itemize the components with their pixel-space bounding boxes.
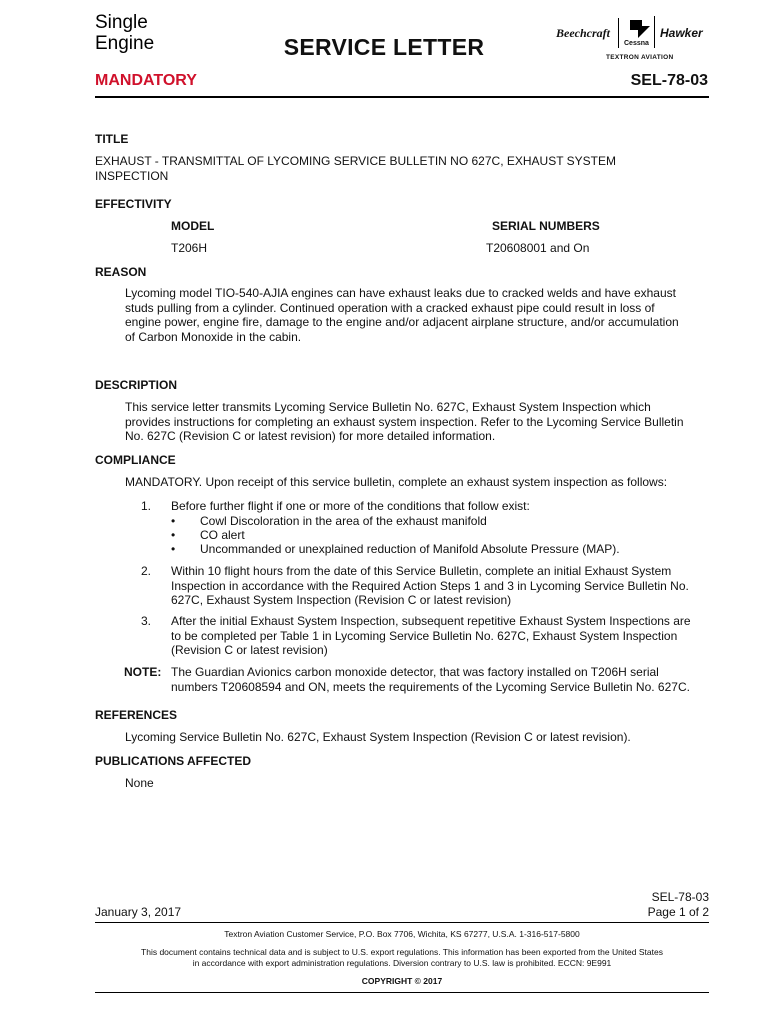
compliance-item-1: Before further flight if one or more of the conditions that follow exist: xyxy=(171,499,530,513)
publications-text: None xyxy=(125,776,154,790)
cessna-logo: Cessna xyxy=(624,40,649,47)
model-value: T206H xyxy=(171,241,208,255)
effectivity-heading: EFFECTIVITY xyxy=(95,197,172,211)
description-line: This service letter transmits Lycoming Service Bulletin No. 627C, Exhaust System Inspection which xyxy=(125,400,651,414)
export-line: This document contains technical data and is subject to U.S. export regulations. This information has been exported from the United States xyxy=(141,947,663,957)
category-line-2: Engine xyxy=(95,33,155,54)
reason-line: of Carbon Monoxide in the cabin. xyxy=(125,329,302,344)
reason-line: studs pulling from a cylinder. Continued operation with a cracked exhaust pipe could result in loss of xyxy=(125,300,655,315)
reason-line: engine power, engine fire, damage to the engine and/or adjacent airplane structure, and/or accumulation xyxy=(125,315,679,329)
item-line: (Revision C or latest revision) xyxy=(171,643,328,657)
reason-heading: REASON xyxy=(95,265,147,279)
compliance-item-3 xyxy=(171,614,711,658)
header-rule xyxy=(95,96,709,98)
bullet-glyph: • xyxy=(171,542,176,556)
footer-page-number: Page 1 of 2 xyxy=(647,905,709,919)
logo-divider-2 xyxy=(654,16,655,48)
footer-rule xyxy=(95,922,709,923)
bullet-item: Uncommanded or unexplained reduction of Manifold Absolute Pressure (MAP). xyxy=(200,542,620,556)
textron-aviation-logo: TEXTRON AVIATION xyxy=(606,54,674,61)
description-line: No. 627C (Revision C or latest revision) for more detailed information. xyxy=(125,429,496,443)
item-line: 627C, Exhaust System Inspection (Revision C or latest revision) xyxy=(171,593,512,607)
header-doc-number: SEL-78-03 xyxy=(630,72,708,89)
title-text xyxy=(95,154,616,183)
item-line: Within 10 flight hours from the date of this Service Bulletin, complete an initial Exhaust System xyxy=(171,564,672,578)
footer-doc-number: SEL-78-03 xyxy=(651,890,709,904)
footer-bottom-rule xyxy=(95,992,709,993)
bullet-glyph: • xyxy=(171,514,176,528)
note-line: numbers T20608594 and ON, meets the requirements of the Lycoming Service Bulletin No. 627C. xyxy=(171,679,690,694)
references-heading: REFERENCES xyxy=(95,708,178,722)
note-line: The Guardian Avionics carbon monoxide detector, that was factory installed on T206H serial xyxy=(171,665,659,679)
footer-address: Textron Aviation Customer Service, P.O. Box 7706, Wichita, KS 67277, U.S.A. 1-316-517-5800 xyxy=(224,929,580,939)
description-text xyxy=(125,400,710,444)
note-text xyxy=(171,665,711,694)
bullet-item: CO alert xyxy=(200,528,245,542)
description-line: provides instructions for completing an exhaust system inspection. Refer to the Lycoming Service Bulletin xyxy=(125,414,684,429)
title-heading: TITLE xyxy=(95,132,129,146)
priority-label: MANDATORY xyxy=(95,72,197,89)
compliance-item-number: 3. xyxy=(141,614,152,628)
compliance-item-2 xyxy=(171,564,711,608)
item-line: Inspection in accordance with the Required Action Steps 1 and 3 in Lycoming Service Bulletin No. xyxy=(171,578,689,593)
logo-divider xyxy=(618,18,619,48)
item-line: to be completed per Table 1 in Lycoming Service Bulletin No. 627C, Exhaust System Inspection xyxy=(171,628,678,643)
hawker-logo: Hawker xyxy=(660,26,703,40)
footer-date: January 3, 2017 xyxy=(95,905,182,919)
document-type-title: SERVICE LETTER xyxy=(283,34,485,60)
copyright: COPYRIGHT © 2017 xyxy=(361,976,443,986)
publications-heading: PUBLICATIONS AFFECTED xyxy=(95,754,251,768)
category-line-1: Single xyxy=(95,12,148,33)
serial-column-header: SERIAL NUMBERS xyxy=(492,219,600,233)
compliance-heading: COMPLIANCE xyxy=(95,453,176,467)
compliance-intro: MANDATORY. Upon receipt of this service bulletin, complete an exhaust system inspection as follows: xyxy=(125,475,668,489)
item-line: After the initial Exhaust System Inspection, subsequent repetitive Exhaust System Inspections are xyxy=(171,614,691,628)
title-line: EXHAUST - TRANSMITTAL OF LYCOMING SERVICE BULLETIN NO 627C, EXHAUST SYSTEM xyxy=(95,154,617,168)
title-line: INSPECTION xyxy=(95,168,169,183)
export-notice xyxy=(95,947,709,969)
description-heading: DESCRIPTION xyxy=(95,378,178,392)
reason-line: Lycoming model TIO-540-AJIA engines can have exhaust leaks due to cracked welds and have exhaust xyxy=(125,286,676,300)
bullet-glyph: • xyxy=(171,528,176,542)
reason-text xyxy=(125,286,710,344)
compliance-item-number: 2. xyxy=(141,564,152,578)
note-label: NOTE: xyxy=(124,665,162,679)
bullet-item: Cowl Discoloration in the area of the exhaust manifold xyxy=(200,514,487,528)
cessna-icon xyxy=(628,18,652,40)
compliance-item-number: 1. xyxy=(141,499,152,513)
export-line: in accordance with export administration regulations. Diversion contrary to U.S. law is prohibited. ECCN: 9E991 xyxy=(192,958,612,968)
beechcraft-logo: Beechcraft xyxy=(556,26,610,40)
brand-logos xyxy=(556,16,716,66)
serial-value: T20608001 and On xyxy=(486,241,590,255)
model-column-header: MODEL xyxy=(171,219,215,233)
references-text: Lycoming Service Bulletin No. 627C, Exhaust System Inspection (Revision C or latest revision). xyxy=(125,730,631,744)
